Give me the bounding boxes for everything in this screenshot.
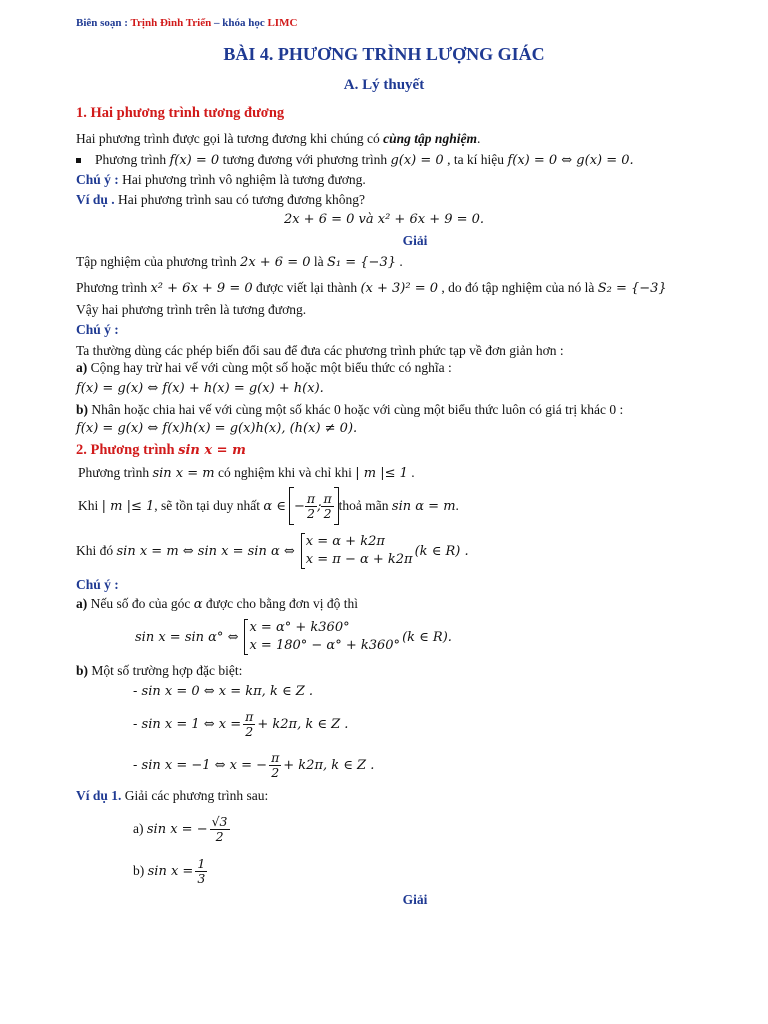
special-case-2 bbox=[133, 705, 348, 743]
sol2-text-a: Phương trình bbox=[76, 280, 151, 295]
header-course: LIMC bbox=[267, 17, 298, 29]
case3-math-b: + k2π, k ∈ Z . bbox=[283, 757, 375, 773]
bullet-text-b: tương đương với phương trình bbox=[219, 152, 391, 167]
definition-emphasis: cùng tập nghiệm bbox=[383, 131, 477, 146]
solution-line-1 bbox=[76, 254, 403, 270]
frac-den: 2 bbox=[245, 723, 254, 739]
frac-num: 1 bbox=[197, 856, 206, 872]
s2p2-math-3: sin α = m bbox=[391, 498, 456, 514]
degree-system bbox=[244, 619, 400, 654]
case3-fraction bbox=[269, 751, 281, 778]
sol1-text-b: là bbox=[310, 254, 328, 269]
s2-note-b-label: b) bbox=[76, 663, 89, 678]
interval-minus: − bbox=[293, 498, 305, 514]
header-credit bbox=[76, 17, 297, 29]
case3-math-a: - sin x = −1 ⇔ x = − bbox=[133, 757, 268, 773]
s2-note-b-line bbox=[76, 663, 242, 679]
note-label: Chú ý : bbox=[76, 172, 119, 187]
case2-math-a: - sin x = 1 ⇔ x = bbox=[133, 716, 242, 732]
rule-a-line bbox=[76, 360, 452, 376]
part-b-fraction bbox=[195, 857, 207, 884]
s2p1-text-c: . bbox=[407, 465, 415, 480]
sol1-text-a: Tập nghiệm của phương trình bbox=[76, 254, 241, 269]
rule-a-equation: f(x) = g(x) ⇔ f(x) + h(x) = g(x) + h(x). bbox=[76, 381, 324, 396]
s2-note-a-line bbox=[76, 596, 358, 612]
bullet-text-c: , ta kí hiệu bbox=[443, 152, 508, 167]
frac-num: π bbox=[245, 709, 254, 725]
definition-end: . bbox=[476, 131, 481, 146]
rule-b-equation: f(x) = g(x) ⇔ f(x)h(x) = g(x)h(x), (h(x) ≠ 0). bbox=[76, 421, 358, 436]
bullet-line bbox=[76, 152, 634, 168]
sol1-math: 2x + 6 = 0 bbox=[240, 255, 311, 270]
part-b-math: sin x = bbox=[147, 863, 194, 879]
sol1-math-2: S₁ = {−3} bbox=[327, 255, 396, 270]
frac-den: 3 bbox=[197, 870, 206, 886]
frac-den: 2 bbox=[215, 828, 224, 844]
note-2-label: Chú ý : bbox=[76, 322, 119, 337]
rule-a-text: Cộng hay trừ hai vế với cùng một số hoặc một biểu thức có nghĩa : bbox=[87, 360, 452, 375]
frac-den: 2 bbox=[323, 505, 332, 521]
degree-row-1: x = α° + k360° bbox=[249, 620, 350, 636]
section-2-heading-math: sin x = m bbox=[178, 443, 246, 458]
fraction-pi-2-left bbox=[305, 492, 317, 519]
note-line bbox=[76, 172, 366, 188]
case2-fraction bbox=[243, 710, 255, 737]
section-2-heading bbox=[76, 442, 246, 459]
frac-num: π bbox=[323, 491, 332, 507]
s2p3-k: (k ∈ R) . bbox=[414, 543, 469, 559]
page-title: BÀI 4. PHƯƠNG TRÌNH LƯỢNG GIÁC bbox=[223, 44, 545, 64]
definition-line bbox=[76, 131, 480, 147]
sol2-text-b: được viết lại thành bbox=[252, 280, 361, 295]
s2-example-label: Ví dụ 1. bbox=[76, 788, 122, 803]
example-part-a bbox=[133, 810, 230, 848]
system-row-2: x = π − α + k2π bbox=[305, 552, 413, 567]
s2p1-text-b: có nghiệm khi và chỉ khi bbox=[214, 465, 356, 480]
s2p3-text-a: Khi đó bbox=[76, 543, 114, 558]
s2-line-3 bbox=[76, 531, 469, 571]
example-line bbox=[76, 192, 365, 208]
case2-math-b: + k2π, k ∈ Z . bbox=[257, 716, 349, 732]
s2-line-1 bbox=[78, 465, 415, 481]
s2-note-a-text-2: được cho bằng đơn vị độ thì bbox=[202, 596, 358, 611]
frac-num: √3 bbox=[211, 814, 228, 830]
s2p2-math: | m |≤ 1 bbox=[101, 498, 155, 514]
frac-num: π bbox=[271, 750, 280, 766]
solution-line-2 bbox=[76, 280, 667, 296]
part-b-label: b) bbox=[133, 863, 145, 878]
frac-num: π bbox=[306, 491, 316, 507]
rule-b-label: b) bbox=[76, 402, 89, 417]
bullet-math-2: g(x) = 0 bbox=[390, 153, 444, 168]
special-case-3 bbox=[133, 746, 374, 784]
s2p2-text-c: thoả mãn bbox=[338, 498, 389, 513]
example-text: Hai phương trình sau có tương đương không? bbox=[114, 192, 365, 207]
s2p1-math: sin x = m bbox=[152, 466, 215, 481]
special-case-1: - sin x = 0 ⇔ x = kπ, k ∈ Z . bbox=[133, 684, 314, 699]
solution-system bbox=[301, 533, 413, 568]
bullet-math-3: f(x) = 0 ⇔ g(x) = 0. bbox=[507, 153, 634, 168]
solution-label: Giải bbox=[402, 233, 428, 248]
header-dash: – khóa học bbox=[211, 17, 268, 29]
part-a-math: sin x = − bbox=[146, 821, 208, 837]
fraction-pi-2-right bbox=[321, 492, 333, 519]
s2-note-b-text: Một số trường hợp đặc biệt: bbox=[88, 663, 243, 678]
sol2-math: x² + 6x + 9 = 0 bbox=[150, 281, 253, 296]
page-subtitle: A. Lý thuyết bbox=[343, 77, 425, 93]
section-2-heading-text: 2. Phương trình bbox=[76, 442, 175, 458]
definition-text: Hai phương trình được gọi là tương đương khi chúng có bbox=[76, 131, 384, 146]
rule-b-text: Nhân hoặc chia hai vế với cùng một số khác 0 hoặc với cùng một biểu thức luôn có giá trị khác 0 : bbox=[88, 402, 624, 417]
solution-line-3: Vậy hai phương trình trên là tương đương. bbox=[76, 302, 307, 317]
s2p2-alpha: α ∈ bbox=[263, 498, 286, 514]
sol2-math-3: S₂ = {−3} bbox=[597, 281, 667, 296]
s2-note-label: Chú ý : bbox=[76, 577, 119, 592]
s2p1-math-2: | m |≤ 1 bbox=[355, 466, 408, 481]
s2-note-a-alpha: α bbox=[193, 597, 203, 612]
s2-degree-line bbox=[135, 617, 452, 657]
header-author: Trịnh Đình Triển bbox=[130, 17, 212, 29]
s2-solution-label: Giải bbox=[402, 892, 428, 907]
s2p1-text-a: Phương trình bbox=[78, 465, 153, 480]
header-label: Biên soạn : bbox=[76, 17, 131, 29]
bullet-icon bbox=[76, 158, 81, 163]
degree-row-2: x = 180° − α° + k360° bbox=[249, 638, 401, 653]
s2-example-line bbox=[76, 788, 268, 804]
sol1-text-c: . bbox=[396, 254, 403, 269]
section-1-heading: 1. Hai phương trình tương đương bbox=[76, 105, 285, 121]
s2-line-2 bbox=[78, 487, 459, 525]
rule-a-label: a) bbox=[76, 360, 88, 375]
s2p2-text-d: . bbox=[455, 498, 459, 513]
s2p3-math: sin x = m ⇔ sin x = sin α ⇔ bbox=[116, 543, 295, 559]
degree-equation: sin x = sin α° ⇔ bbox=[135, 629, 239, 645]
note-text: Hai phương trình vô nghiệm là tương đương. bbox=[118, 172, 366, 187]
rule-b-line bbox=[76, 402, 623, 418]
s2-note-a-label: a) bbox=[76, 596, 88, 611]
s2-note-a-text: Nếu số đo của góc bbox=[87, 596, 194, 611]
sol2-math-2: (x + 3)² = 0 bbox=[360, 281, 438, 296]
sol2-text-c: , do đó tập nghiệm của nó là bbox=[438, 280, 598, 295]
s2p2-text-b: , sẽ tồn tại duy nhất bbox=[154, 498, 261, 513]
note-2-text: Ta thường dùng các phép biến đổi sau để đưa các phương trình phức tạp về đơn giản hơn : bbox=[76, 343, 564, 358]
s2p2-text-a: Khi bbox=[78, 498, 99, 513]
example-equation: 2x + 6 = 0 và x² + 6x + 9 = 0. bbox=[283, 212, 485, 227]
s2-example-text: Giải các phương trình sau: bbox=[121, 788, 269, 803]
part-a-fraction bbox=[210, 815, 230, 842]
system-row-1: x = α + k2π bbox=[305, 534, 385, 550]
interval-semicolon: ; bbox=[317, 498, 322, 514]
example-label: Ví dụ . bbox=[76, 192, 115, 207]
degree-k: (k ∈ R). bbox=[402, 629, 452, 645]
bullet-math-1: f(x) = 0 bbox=[169, 153, 220, 168]
bullet-text-a: Phương trình bbox=[95, 152, 170, 167]
frac-den: 2 bbox=[306, 505, 315, 521]
part-a-label: a) bbox=[133, 821, 144, 836]
example-part-b bbox=[133, 852, 207, 890]
interval-bracket bbox=[289, 487, 339, 525]
frac-den: 2 bbox=[271, 764, 280, 780]
